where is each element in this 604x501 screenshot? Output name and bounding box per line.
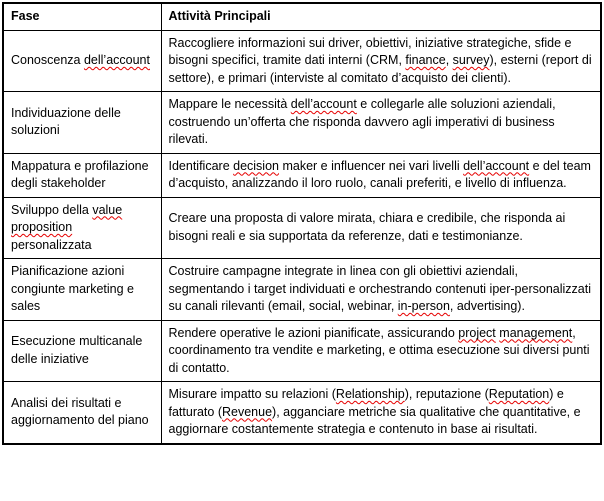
spellcheck-word: project (458, 325, 496, 340)
fase-cell: Pianificazione azioni congiunte marketing e sales (3, 259, 161, 321)
attivita-cell: Costruire campagne integrate in linea con gli obiettivi aziendali, segmentando i target individuati e orchestrando contenuti iper-personalizzati su canali rilevanti (email, social, webinar, in-person, advertising). (161, 259, 601, 321)
attivita-cell: Raccogliere informazioni sui driver, obiettivi, iniziative strategiche, sfide e bisogni specifici, tramite dati interni (CRM, finance, survey), esterni (report di settore), e primari (interviste al comitato d’acquisto dei clienti). (161, 30, 601, 92)
spellcheck-word: Revenue (222, 404, 273, 419)
table-row (3, 30, 601, 92)
spellcheck-word: value (92, 202, 123, 217)
table-row (3, 92, 601, 154)
spellcheck-word: Reputation (488, 387, 550, 401)
attivita-cell: Creare una proposta di valore mirata, chiara e credibile, che risponda ai bisogni reali e sia supportata da referenze, dati e testimonianze. (161, 197, 601, 259)
header-attivita: Attività Principali (161, 3, 601, 30)
table-row (3, 259, 601, 321)
spellcheck-word: decision (233, 158, 279, 173)
spellcheck-word: dell’account (290, 97, 357, 111)
table-row (3, 197, 601, 259)
spellcheck-word: dell’account (83, 53, 150, 67)
attivita-cell: Mappare le necessità dell’account e collegarle alle soluzioni aziendali, costruendo un’offerta che risponda davvero agli imperativi di business rilevati. (161, 92, 601, 154)
table-row (3, 320, 601, 382)
table-row (3, 153, 601, 197)
fase-cell: Sviluppo della value proposition personalizzata (3, 197, 161, 259)
table-row (3, 382, 601, 444)
fase-cell: Esecuzione multicanale delle iniziative (3, 320, 161, 382)
fase-attivita-table (2, 2, 602, 445)
attivita-cell: Identificare decision maker e influencer nei vari livelli dell’account e del team d’acquisto, analizzando il loro ruolo, canali preferiti, e livello di influenza. (161, 153, 601, 197)
spellcheck-word: survey (452, 53, 490, 67)
header-fase: Fase (3, 3, 161, 30)
attivita-cell: Rendere operative le azioni pianificate, assicurando project management, coordinamento tra vendite e marketing, e ottima esecuzione sui diversi punti di contatto. (161, 320, 601, 382)
header-row (3, 3, 601, 30)
spellcheck-word: finance (405, 53, 446, 67)
attivita-cell: Misurare impatto su relazioni (Relationship), reputazione (Reputation) e fatturato (Revenue), agganciare metriche sia qualitative che quantitative, e aggiornare costantemente strategia e contenuto in base ai risultati. (161, 382, 601, 444)
fase-cell: Conoscenza dell’account (3, 30, 161, 92)
spellcheck-word: management (499, 325, 573, 340)
fase-cell: Individuazione delle soluzioni (3, 92, 161, 154)
fase-cell: Mappatura e profilazione degli stakeholder (3, 153, 161, 197)
spellcheck-word: dell’account (463, 158, 530, 173)
table-body (3, 30, 601, 444)
spellcheck-word: Relationship (335, 387, 405, 401)
spellcheck-word: in-person (397, 299, 450, 313)
fase-cell: Analisi dei risultati e aggiornamento del piano (3, 382, 161, 444)
spellcheck-word: proposition (11, 220, 73, 234)
